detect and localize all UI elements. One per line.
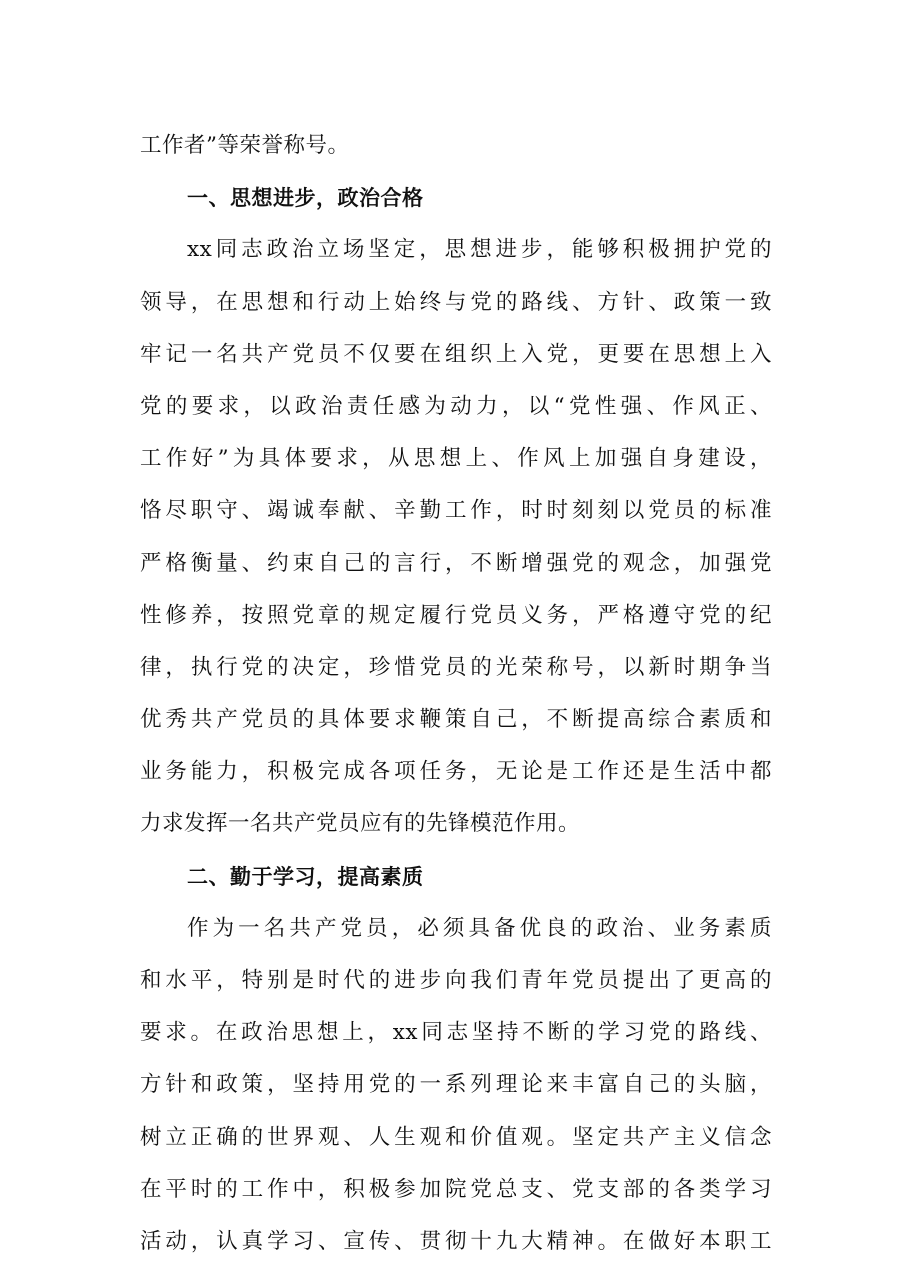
paragraph-line: 牢记一名共产党员不仅要在组织上入党，更要在思想上入 <box>140 341 772 367</box>
section-heading-1: 一、思想进步，政治合格 <box>187 186 424 211</box>
paragraph-line: 领导，在思想和行动上始终与党的路线、方针、政策一致 <box>140 289 772 315</box>
paragraph-line: 活动，认真学习、宣传、贯彻十九大精神。在做好本职工 <box>140 1228 772 1254</box>
paragraph-line: 恪尽职守、竭诚奉献、辛勤工作，时时刻刻以党员的标准 <box>140 498 772 524</box>
paragraph-line: 优秀共产党员的具体要求鞭策自己，不断提高综合素质和 <box>140 707 772 733</box>
document-body <box>140 120 772 1268</box>
paragraph-line: 性修养，按照党章的规定履行党员义务，严格遵守党的纪 <box>140 602 772 628</box>
paragraph-line: 工作者”等荣誉称号。 <box>140 133 350 158</box>
paragraph-line: 要求。在政治思想上，xx同志坚持不断的学习党的路线、 <box>140 1020 772 1046</box>
paragraph-line: 严格衡量、约束自己的言行，不断增强党的观念，加强党 <box>140 550 772 576</box>
section-heading-2: 二、勤于学习，提高素质 <box>187 864 424 889</box>
paragraph-line: 律，执行党的决定，珍惜党员的光荣称号，以新时期争当 <box>140 654 772 680</box>
paragraph-line: 和水平，特别是时代的进步向我们青年党员提出了更高的 <box>140 968 772 993</box>
paragraph-line: 树立正确的世界观、人生观和价值观。坚定共产主义信念 <box>140 1124 772 1150</box>
paragraph-line: 工作好”为具体要求，从思想上、作风上加强自身建设， <box>140 446 772 472</box>
paragraph-line: 党的要求，以政治责任感为动力，以“党性强、作风正、 <box>140 393 772 419</box>
paragraph-line: xx同志政治立场坚定，思想进步，能够积极拥护党的 <box>187 237 772 263</box>
paragraph-line: 力求发挥一名共产党员应有的先锋模范作用。 <box>140 811 581 837</box>
paragraph-line: 作为一名共产党员，必须具备优良的政治、业务素质 <box>187 915 772 941</box>
paragraph-line: 在平时的工作中，积极参加院党总支、党支部的各类学习 <box>140 1176 772 1202</box>
paragraph-line: 业务能力，积极完成各项任务，无论是工作还是生活中都 <box>140 759 772 785</box>
paragraph-line: 方针和政策，坚持用党的一系列理论来丰富自己的头脑， <box>140 1072 772 1098</box>
